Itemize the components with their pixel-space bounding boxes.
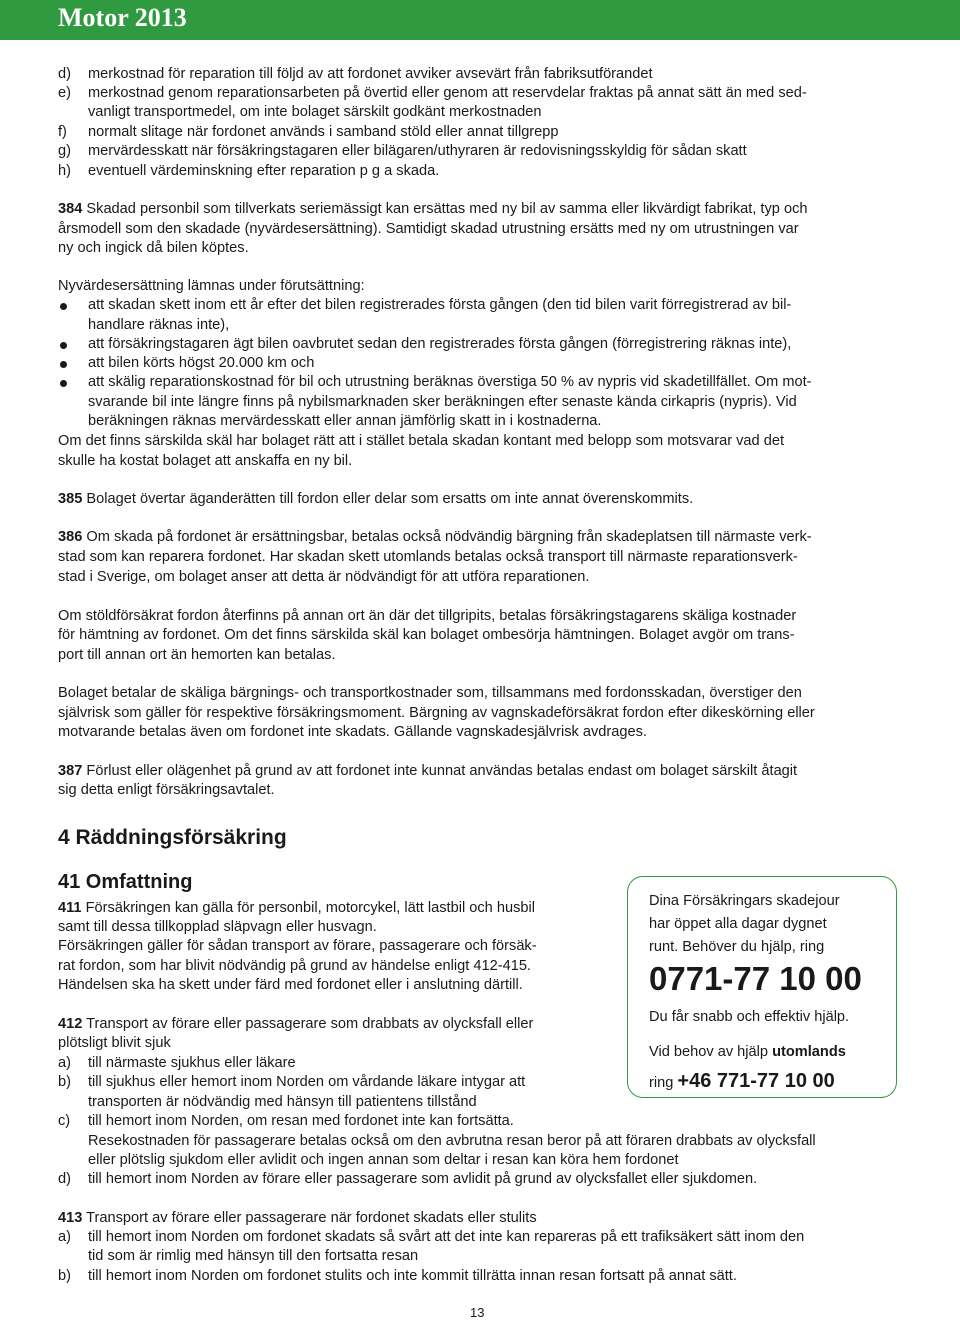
paragraph-line	[58, 762, 797, 781]
list-label: b)	[58, 1074, 71, 1090]
bullet-text: att försäkringstagaren ägt bilen oavbrutet sedan den registrerades första gången (förregistrering räknas inte),	[88, 336, 792, 352]
paragraph-line	[58, 1015, 533, 1034]
bullet-text: att skälig reparationskostnad för bil och utrustning beräknas överstiga 50 % av nypris vid skadetillfället. Om mot-	[88, 374, 812, 390]
list-label: h)	[58, 163, 71, 179]
paragraph-line: sig detta enligt försäkringsavtalet.	[58, 782, 275, 798]
paragraph-line: skulle ha kostat bolaget att anskaffa en ny bil.	[58, 453, 353, 469]
list-item: mervärdesskatt när försäkringstagaren eller bilägaren/uthyraren är redovisningsskyldig för sådan skatt	[88, 143, 747, 159]
paragraph-number: 385	[58, 491, 83, 507]
paragraph-number: 413	[58, 1210, 83, 1226]
paragraph-number: 412	[58, 1016, 83, 1032]
infobox-text: Dina Försäkringars skadejour	[649, 893, 840, 909]
paragraph-line: Händelsen ska ha skett under färd med fordonet eller i anslutning därtill.	[58, 977, 523, 993]
infobox-text: har öppet alla dagar dygnet	[649, 916, 827, 932]
paragraph-number: 386	[58, 529, 83, 545]
list-label: g)	[58, 143, 71, 159]
list-item-cont: transporten är nödvändig med hänsyn till patientens tillstånd	[88, 1094, 477, 1110]
infobox-abroad-line	[649, 1042, 846, 1062]
paragraph-line	[58, 490, 693, 509]
list-label: b)	[58, 1268, 71, 1284]
paragraph-line: Om det finns särskilda skäl har bolaget rätt att i stället betala skadan kontant med belopp som motsvarar vad det	[58, 433, 785, 449]
bullet-icon	[60, 361, 67, 368]
list-label: a)	[58, 1055, 71, 1071]
paragraph-line	[58, 200, 807, 219]
list-item: merkostnad för reparation till följd av att fordonet avviker avsevärt från fabriksutförandet	[88, 66, 653, 82]
header-title: Motor 2013	[58, 3, 187, 32]
paragraph-line: Bolaget betalar de skäliga bärgnings- och transportkostnader som, tillsammans med fordonsskadan, överstiger den	[58, 685, 802, 701]
list-item: till närmaste sjukhus eller läkare	[88, 1055, 296, 1071]
list-item: till hemort inom Norden av förare eller passagerare som avlidit på grund av olycksfallet eller sjukdomen.	[88, 1171, 758, 1187]
bullet-text: att bilen körts högst 20.000 km och	[88, 355, 315, 371]
list-item-cont: Resekostnaden för passagerare betalas också om den avbrutna resan beror på att föraren drabbats av olycksfall	[88, 1133, 816, 1149]
bullet-icon	[60, 303, 67, 310]
list-item-cont: tid som är rimlig med hänsyn till den fortsatta resan	[88, 1248, 419, 1264]
list-item: till sjukhus eller hemort inom Norden om vårdande läkare intygar att	[88, 1074, 526, 1090]
paragraph-text: Om skada på fordonet är ersättningsbar, betalas också nödvändig bärgning från skadeplatsen till närmaste verk-	[82, 529, 812, 545]
infobox-text: runt. Behöver du hjälp, ring	[649, 939, 825, 955]
paragraph-line: årsmodell som den skadade (nyvärdesersättning). Samtidigt skadad utrustning ersätts med ny om utrustningen var	[58, 221, 799, 237]
list-label: a)	[58, 1229, 71, 1245]
paragraph-line: motvarande betalas även om fordonet inte skadats. Gällande vagnskadesjälvrisk avdrages.	[58, 724, 647, 740]
list-label: f)	[58, 124, 67, 140]
infobox-text: Vid behov av hjälp	[649, 1044, 773, 1060]
list-item: merkostnad genom reparationsarbeten på övertid eller genom att reservdelar fraktas på annat sätt än med sed-	[88, 85, 807, 101]
list-label: d)	[58, 66, 71, 82]
section-heading: 4 Räddningsförsäkring	[58, 826, 287, 849]
subsection-heading: 41 Omfattning	[58, 871, 193, 893]
paragraph-line: stad som kan reparera fordonet. Har skadan skett utomlands betalas också transport till närmaste reparationsverk-	[58, 549, 798, 565]
paragraph-line: Försäkringen gäller för sådan transport av förare, passagerare och försäk-	[58, 938, 537, 954]
paragraph-number: 384	[58, 201, 83, 217]
list-label: d)	[58, 1171, 71, 1187]
list-item-cont: vanligt transportmedel, om inte bolaget särskilt godkänt merkostnaden	[88, 104, 542, 120]
paragraph-line: för hämtning av fordonet. Om det finns särskilda skäl kan bolaget ombesörja hämtningen. Bolaget avgör om trans-	[58, 627, 795, 643]
paragraph-line: stad i Sverige, om bolaget anser att detta är nödvändigt för att utföra reparationen.	[58, 569, 590, 585]
list-item: till hemort inom Norden om fordonet skadats så svårt att det inte kan repareras på ett trafiksäkert sätt inom den	[88, 1229, 805, 1245]
list-item: till hemort inom Norden om fordonet stulits och inte kommit tillrätta innan resan fortsatt på annat sätt.	[88, 1268, 737, 1284]
bullet-text-cont: beräkningen räknas mervärdesskatt eller annan jämförlig skatt in i kostnaderna.	[88, 413, 602, 429]
bullet-text-cont: svarande bil inte längre finns på nybilsmarknaden sker beräkningen efter senaste kända cirkapris (nypris). Vid	[88, 394, 797, 410]
paragraph-line	[58, 899, 535, 918]
paragraph-text: Förlust eller olägenhet på grund av att fordonet inte kunnat användas betalas endast om bolaget särskilt åtagit	[82, 763, 798, 779]
bullet-icon	[60, 342, 67, 349]
paragraph-number: 387	[58, 763, 83, 779]
paragraph-text: Bolaget övertar äganderätten till fordon eller delar som ersatts om inte annat överenskommits.	[82, 491, 694, 507]
page-header	[0, 0, 960, 40]
bullet-icon	[60, 380, 67, 387]
infobox-text: Du får snabb och effektiv hjälp.	[649, 1009, 850, 1025]
infobox-text: ring	[649, 1075, 678, 1091]
paragraph-line: självrisk som gäller för respektive försäkringsmoment. Bärgning av vagnskadeförsäkrat fordon efter dikeskörning eller	[58, 705, 815, 721]
infobox-text-bold: utomlands	[772, 1044, 846, 1060]
page-number: 13	[470, 1305, 485, 1320]
infobox-phone-number: 0771-77 10 00	[649, 960, 862, 997]
list-label: c)	[58, 1113, 71, 1129]
infobox-intl-line	[649, 1068, 835, 1096]
list-item: eventuell värdeminskning efter reparation p g a skada.	[88, 163, 440, 179]
paragraph-line: rat fordon, som har blivit nödvändig på grund av händelse enligt 412-415.	[58, 958, 531, 974]
bullet-text-cont: handlare räknas inte),	[88, 317, 230, 333]
infobox-intl-phone-number: +46 771-77 10 00	[677, 1070, 835, 1092]
bullet-text: att skadan skett inom ett år efter det bilen registrerades första gången (den tid bilen varit förregistrerad av bil-	[88, 297, 792, 313]
paragraph-line	[58, 1209, 537, 1228]
paragraph-line: ny och ingick då bilen köptes.	[58, 240, 249, 256]
paragraph-line: port till annan ort än hemorten kan betalas.	[58, 647, 336, 663]
paragraph-line: Om stöldförsäkrat fordon återfinns på annan ort än där det tillgripits, betalas försäkringstagarens skäliga kostnader	[58, 608, 797, 624]
paragraph-text: Skadad personbil som tillverkats seriemässigt kan ersättas med ny bil av samma eller likvärdigt fabrikat, typ och	[82, 201, 808, 217]
paragraph-line: plötsligt blivit sjuk	[58, 1035, 171, 1051]
nyvarde-intro: Nyvärdesersättning lämnas under förutsättning:	[58, 278, 365, 294]
paragraph-text: Transport av förare eller passagerare när fordonet skadats eller stulits	[82, 1210, 537, 1226]
list-item-cont: eller plötslig sjukdom eller avlidit och ingen annan som deltar i resan kan köra hem fordonet	[88, 1152, 679, 1168]
list-item: till hemort inom Norden, om resan med fordonet inte kan fortsätta.	[88, 1113, 514, 1129]
paragraph-text: Transport av förare eller passagerare som drabbats av olycksfall eller	[82, 1016, 534, 1032]
list-item: normalt slitage när fordonet används i samband stöld eller annat tillgrepp	[88, 124, 559, 140]
paragraph-line: samt till dessa tillkopplad släpvagn eller husvagn.	[58, 919, 377, 935]
paragraph-text: Försäkringen kan gälla för personbil, motorcykel, lätt lastbil och husbil	[81, 900, 535, 916]
list-label: e)	[58, 85, 71, 101]
paragraph-line	[58, 528, 812, 547]
paragraph-number: 411	[58, 900, 82, 916]
